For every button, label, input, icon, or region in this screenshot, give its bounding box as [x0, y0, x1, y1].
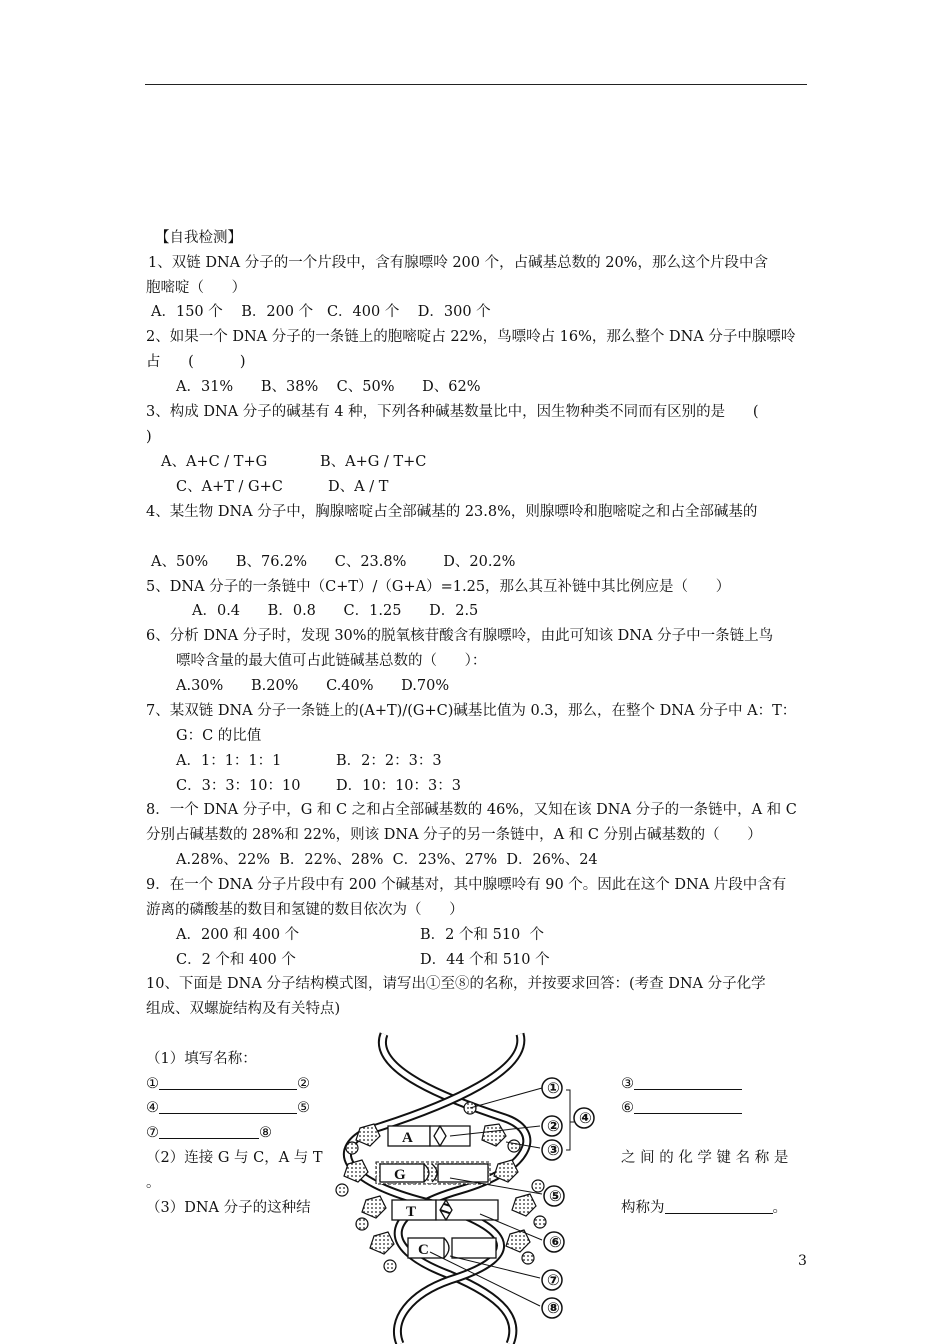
answer-row-3 — [146, 1123, 272, 1143]
base-pair-g-c — [376, 1162, 490, 1184]
q9-option-c: C．2 个和 400 个 — [176, 952, 296, 968]
q10-sub2-end: 。 — [146, 1175, 161, 1191]
answer-blank-1[interactable] — [159, 1075, 297, 1090]
helix-strand-left — [382, 1034, 526, 1344]
label-2: ② — [297, 1076, 310, 1092]
q9-option-a: A．200 和 400 个 — [176, 927, 300, 943]
q10-stem-line1: 10、下面是 DNA 分子结构模式图，请写出①至⑧的名称，并按要求回答：(考查 DNA 分子化学 — [146, 976, 766, 992]
diagram-number-labels — [542, 1078, 594, 1318]
q10-sub3-end: 。 — [772, 1200, 787, 1216]
page-number: 3 — [798, 1253, 807, 1269]
q9-stem-line1: 9．在一个 DNA 分子片段中有 200 个碱基对，其中腺嘌呤有 90 个。因此在这个 DNA 片段中含有 — [146, 877, 787, 893]
q7-option-b: B．2：2：3：3 — [336, 753, 442, 769]
diagram-label-3: ③ — [547, 1141, 560, 1159]
q2-options: A．31% B、38% C、50% D、62% — [176, 379, 481, 395]
label-8: ⑧ — [259, 1125, 272, 1141]
base-pair-partner-3 — [446, 1200, 498, 1220]
header-rule — [145, 84, 807, 85]
q3-option-d: D、A / T — [328, 479, 389, 495]
base-pair-c-g — [408, 1238, 496, 1258]
base-pair-partner-2 — [438, 1164, 488, 1182]
q9-option-d: D．44 个和 510 个 — [420, 952, 550, 968]
q8-options: A.28%、22% B．22%、28% C．23%、27% D．26%、24 — [176, 852, 598, 868]
base-c-curve — [444, 1238, 449, 1258]
q4-options: A、50% B、76.2% C、23.8% D、20.2% — [151, 554, 516, 570]
diagram-label-6: ⑥ — [549, 1233, 562, 1251]
label-3: ③ — [621, 1076, 634, 1092]
q7-stem-line1: 7、某双链 DNA 分子一条链上的(A+T)/(G+C)碱基比值为 0.3，那么，在整个 DNA 分子中 A：T： — [146, 703, 797, 719]
q9-option-b: B．2 个和 510 个 — [420, 927, 544, 943]
q10-sub2-left: （2）连接 G 与 C，A 与 T — [146, 1150, 323, 1166]
q10-sub3-right — [621, 1198, 787, 1218]
base-pair-a-t-1 — [388, 1126, 470, 1146]
base-g-letter: G — [394, 1167, 406, 1183]
answer-row-right-2 — [621, 1098, 742, 1118]
label-6: ⑥ — [621, 1100, 634, 1116]
answer-row-1 — [146, 1074, 310, 1094]
base-a-notch — [430, 1126, 440, 1146]
label-1: ① — [146, 1076, 159, 1092]
q7-option-d: D．10：10：3：3 — [336, 778, 461, 794]
q4-stem-line1: 4、某生物 DNA 分子中，胸腺嘧啶占全部碱基的 23.8%，则腺嘌呤和胞嘧啶之和占全部碱基的 — [146, 504, 758, 520]
q7-stem-line2: G：C 的比值 — [176, 728, 262, 744]
diagram-label-8: ⑧ — [547, 1299, 560, 1317]
base-pair-partner-4 — [452, 1238, 496, 1258]
q1-stem-line1: 1、双链 DNA 分子的一个片段中，含有腺嘌呤 200 个，占碱基总数的 20%，那么这个片段中含 — [148, 255, 768, 271]
base-c-letter: C — [418, 1242, 429, 1258]
answer-blank-6[interactable] — [634, 1099, 742, 1114]
q3-stem-line1: 3、构成 DNA 分子的碱基有 4 种，下列各种碱基数量比中，因生物种类不同而有区别的是 ( — [146, 404, 759, 420]
q3-option-b: B、A+G / T+C — [320, 454, 427, 470]
q3-stem-line2: ) — [146, 429, 152, 445]
q8-stem-line2: 分别占碱基数的 28%和 22%，则该 DNA 分子的另一条链中，A 和 C 分别占碱基数的（ ） — [146, 827, 762, 843]
answer-row-right-1 — [621, 1074, 742, 1094]
q6-options: A.30% B.20% C.40% D.70% — [176, 678, 450, 694]
q1-options: A．150 个 B．200 个 C．400 个 D．300 个 — [151, 304, 491, 320]
answer-blank-4[interactable] — [159, 1099, 297, 1114]
label-7: ⑦ — [146, 1125, 159, 1141]
diagram-label-5: ⑤ — [549, 1187, 562, 1205]
diagram-label-4: ④ — [579, 1109, 592, 1127]
answer-blank-7[interactable] — [159, 1124, 259, 1139]
q10-sub3-prefix: 构称为 — [621, 1200, 665, 1216]
answer-blank-3[interactable] — [634, 1075, 742, 1090]
q6-stem-line1: 6、分析 DNA 分子时，发现 30%的脱氧核苷酸含有腺嘌呤，由此可知该 DNA 分子中一条链上鸟 — [146, 628, 774, 644]
q10-sub2-right: 之 间 的 化 学 键 名 称 是 — [621, 1150, 789, 1166]
q3-option-c: C、A+T / G+C — [176, 479, 283, 495]
q10-stem-line2: 组成、双螺旋结构及有关特点) — [146, 1001, 341, 1017]
q10-sub3-left: （3）DNA 分子的这种结 — [146, 1200, 311, 1216]
q8-stem-line1: 8．一个 DNA 分子中，G 和 C 之和占全部碱基数的 46%，又知在该 DNA 分子的一条链中，A 和 C — [146, 802, 797, 818]
q9-stem-line2: 游离的磷酸基的数目和氢键的数目依次为（ ） — [146, 902, 464, 918]
q5-stem: 5、DNA 分子的一条链中（C+T）/（G+A）=1.25，那么其互补链中其比例应是（ ） — [146, 579, 731, 595]
q10-sub1-heading: （1）填写名称： — [146, 1051, 257, 1067]
q7-option-a: A．1：1：1：1 — [176, 753, 282, 769]
diagram-label-2: ② — [547, 1117, 560, 1135]
q6-stem-line2: 嘌呤含量的最大值可占此链碱基总数的（ ）： — [176, 653, 487, 669]
section-heading: 【自我检测】 — [155, 230, 242, 246]
answer-row-2 — [146, 1098, 310, 1118]
q7-option-c: C．3：3：10：10 — [176, 778, 301, 794]
q2-stem-line2: 占 ( ) — [146, 354, 246, 370]
dna-structure-diagram — [330, 1030, 620, 1344]
base-t-letter: T — [406, 1204, 417, 1220]
base-pair-partner-1 — [440, 1126, 470, 1146]
label-5: ⑤ — [297, 1100, 310, 1116]
answer-blank-structure[interactable] — [665, 1199, 773, 1214]
diagram-label-7: ⑦ — [547, 1271, 560, 1289]
q1-stem-line2: 胞嘧啶（ ） — [146, 280, 247, 296]
base-a-letter: A — [402, 1130, 413, 1146]
q5-options: A．0.4 B．0.8 C．1.25 D．2.5 — [192, 603, 479, 619]
sugar-pentagons — [344, 1124, 536, 1254]
q2-stem-line1: 2、如果一个 DNA 分子的一条链上的胞嘧啶占 22%，鸟嘌呤占 16%，那么整个 DNA 分子中腺嘌呤 — [146, 329, 796, 345]
diagram-label-1: ① — [547, 1079, 560, 1097]
q3-option-a: A、A+C / T+G — [161, 454, 268, 470]
label-4: ④ — [146, 1100, 159, 1116]
